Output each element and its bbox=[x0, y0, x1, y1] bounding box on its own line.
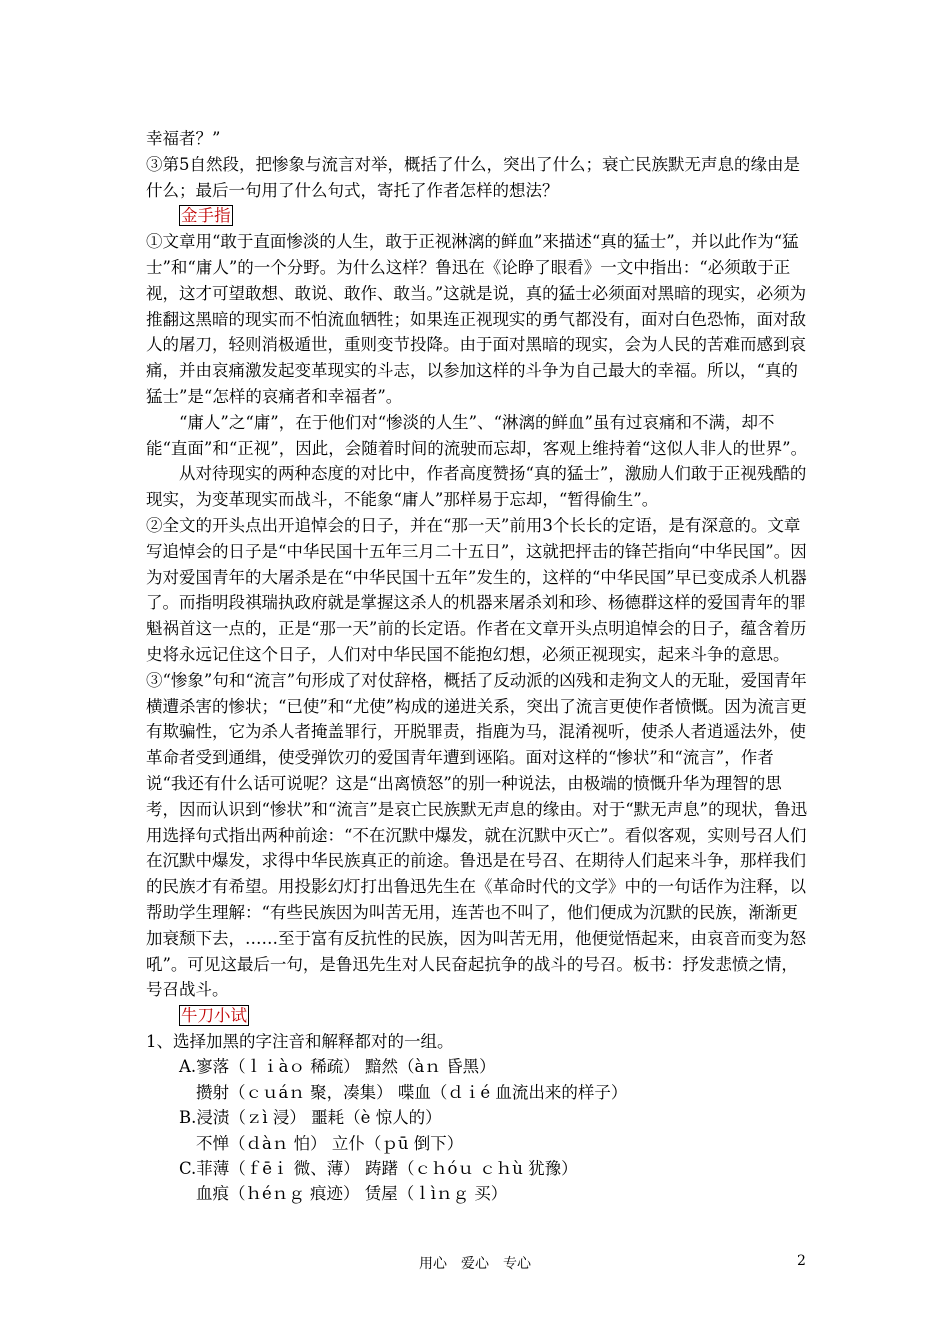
option-b-line1: B.浸渍（ｚì 浸） 噩耗（è 惊人的） bbox=[179, 1108, 442, 1128]
option-b-line2: 不惮（ｄàｎ 怕） 立仆（ｐū 倒下） bbox=[196, 1133, 464, 1153]
option-a-line2: 攒射（ｃｕáｎ 聚，凑集） 喋血（ｄｉé 血流出来的样子） bbox=[196, 1082, 628, 1102]
paragraph-answer-2: ②全文的开头点出开追悼会的日子，并在“那一天”前用3个长长的定语，是有深意的。文章写追悼会的日子是“中华民国十五年三月二十五日”，这就把抨击的锋芒指向“中华民国”。因为对爱国青年的大屠杀是在“中华民国十五年”发生的，这样的“中华民国”早已变成杀人机器了。而指明段祺瑞执政府就是掌握这杀人的机器来屠杀刘和珍、杨德群这样的爱国青年的罪魁祸首这一点的，正是“那一天”前的长定语。作者在文章开头点明追悼会的日子，蕴含着历史将永远记住这个日子，人们对中华民国不能抱幻想，必须正视现实，起来斗争的意思。 bbox=[146, 515, 807, 664]
option-c-line1: C.菲薄（ｆēｉ 微、薄） 踌躇（ｃｈóｕ ｃｈù 犹豫） bbox=[179, 1158, 578, 1178]
paragraph-continued: 幸福者？” bbox=[146, 129, 221, 148]
paragraph-contrast: 从对待现实的两种态度的对比中，作者高度赞扬“真的猛士”，激励人们敢于正视残酷的现实，为变革现实而战斗，不能象“庸人”那样易于忘却，“暂得偷生”。 bbox=[146, 464, 807, 510]
paragraph-answer-1: ①文章用“敢于直面惨淡的人生，敢于正视淋漓的鲜血”来描述“真的猛士”，并以此作为“猛士”和“庸人”的一个分野。为什么这样？鲁迅在《论睁了眼看》一文中指出：“必须敢于正视，这才可望敢想、敢说、敢作、敢当。”这就是说，真的猛士必须面对黑暗的现实，必须为推翻这黑暗的现实而不怕流血牺牲；如果连正视现实的勇气都没有，面对白色恐怖，面对敌人的屠刀，轻则消极遁世，重则变节投降。由于面对黑暗的现实，会为人民的苦难而感到哀痛，并由哀痛激发起变革现实的斗志，以参加这样的斗争为自己最大的幸福。所以，“真的猛士”是“怎样的哀痛者和幸福者”。 bbox=[146, 232, 807, 406]
section-heading-niudaoxiaoshi bbox=[146, 1003, 814, 1029]
section-heading-jinshouzhi bbox=[146, 203, 814, 229]
paragraph-yongren: “庸人”之“庸”，在于他们对“惨淡的人生”、“淋漓的鲜血”虽有过哀痛和不满，却不能“直面”和“正视”，因此，会随着时间的流驶而忘却，客观上维持着“这似人非人的世界”。 bbox=[146, 412, 808, 458]
section-title: 金手指 bbox=[181, 206, 231, 226]
option-a-line1: A.寥落（ｌｉàｏ 稀疏） 黯然（àｎ 昏黑） bbox=[179, 1057, 496, 1077]
paragraph-question-3: ③第5自然段，把惨象与流言对举，概括了什么，突出了什么；衰亡民族默无声息的缘由是什么；最后一句用了什么句式，寄托了作者怎样的想法？ bbox=[146, 154, 800, 200]
page-number: 2 bbox=[797, 1253, 806, 1269]
section-title: 牛刀小试 bbox=[181, 1006, 247, 1026]
exercise-question: 1、选择加黑的字注音和解释都对的一组。 bbox=[146, 1031, 454, 1051]
paragraph-answer-3: ③“惨象”句和“流言”句形成了对仗辞格，概括了反动派的凶残和走狗文人的无耻，爱国青年横遭杀害的惨状；“已使”和“尤使”构成的递进关系，突出了流言更使作者愤慨。因为流言更有欺骗性，它为杀人者掩盖罪行，开脱罪责，指鹿为马，混淆视听，使杀人者逍遥法外，使革命者受到通缉，使受弹饮刃的爱国青年遭到诬陷。面对这样的“惨状”和“流言”，作者说“我还有什么话可说呢？这是“出离愤怒”的别一种说法，由极端的愤慨升华为理智的思考，因而认识到“惨状”和“流言”是哀亡民族默无声息的缘由。对于“默无声息”的现状，鲁迅用选择句式指出两种前途：“不在沉默中爆发，就在沉默中灭亡”。看似客观，实则号召人们在沉默中爆发，求得中华民族真正的前途。鲁迅是在号召、在期待人们起来斗争，那样我们的民族才有希望。用投影幻灯打出鲁迅先生在《革命时代的文学》中的一句话作为注释，以帮助学生理解：“有些民族因为叫苦无用，连苦也不叫了，他们便成为沉默的民族，渐渐更加衰颓下去，……至于富有反抗性的民族，因为叫苦无用，他便觉悟起来，由哀音而变为怒吼”。可见这最后一句，是鲁迅先生对人民奋起抗争的战斗的号召。板书：抒发悲愤之情，号召战斗。 bbox=[146, 670, 808, 1000]
page-content bbox=[146, 126, 814, 1207]
option-c-line2: 血痕（ｈéｎｇ 痕迹） 赁屋（ｌìｎｇ 买） bbox=[196, 1184, 508, 1204]
footer-text: 用心 爱心 专心 bbox=[419, 1256, 531, 1272]
